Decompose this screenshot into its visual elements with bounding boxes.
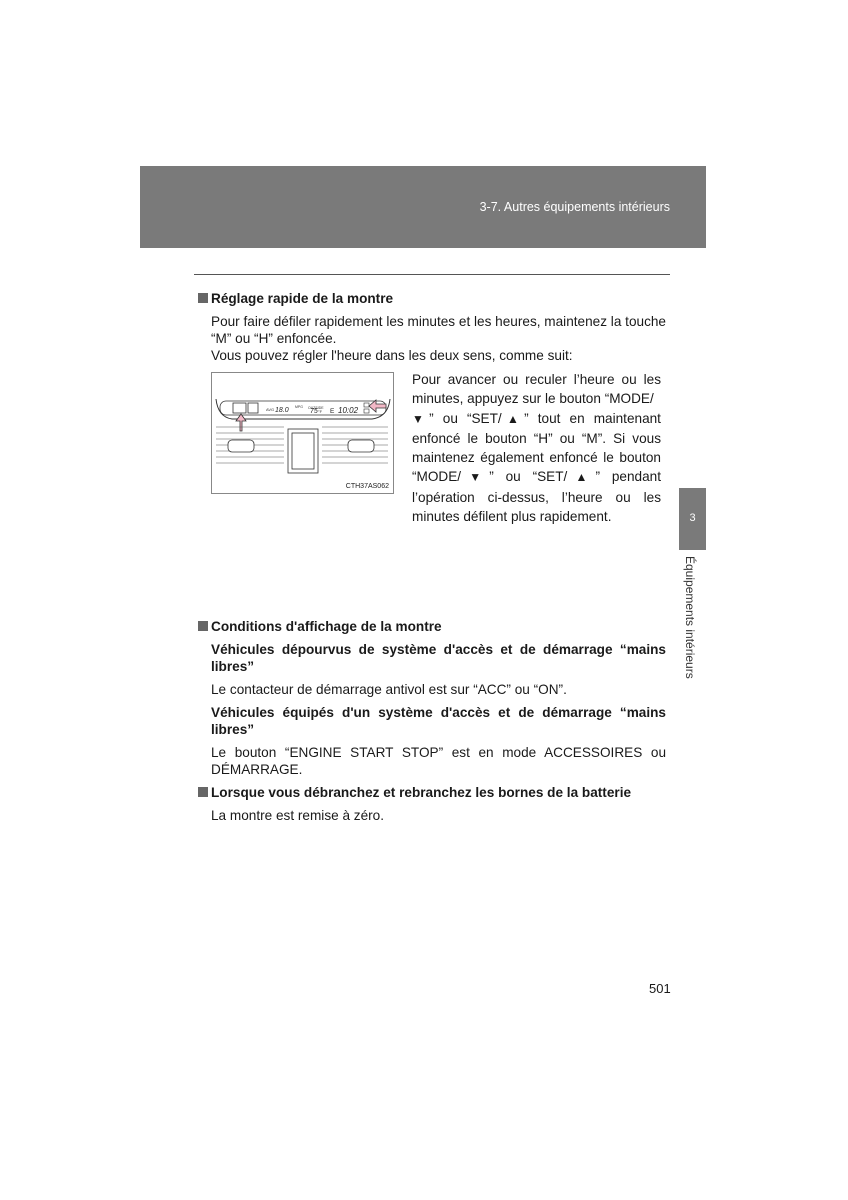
- paragraph: Le bouton “ENGINE START STOP” est en mode ACCESSOIRES ou DÉMARRAGE.: [211, 745, 666, 777]
- up-arrow-icon: [236, 414, 246, 431]
- dashboard-illustration: [212, 373, 393, 493]
- subheading: Véhicules équipés d'un système d'accès et de démarrage “mains libres”: [211, 705, 666, 737]
- display-time: 10:02: [338, 406, 359, 415]
- square-bullet-icon: [198, 621, 208, 631]
- clock-figure: [211, 372, 394, 494]
- header-band: [140, 166, 706, 248]
- heading-display-conditions: Conditions d'affichage de la montre: [198, 618, 666, 635]
- figure-caption: CTH37AS062: [345, 483, 389, 490]
- down-triangle-icon: ▼: [412, 411, 430, 426]
- paragraph: Le contacteur de démarrage antivol est sur “ACC” ou “ON”.: [211, 682, 567, 697]
- paragraph: Pour faire défiler rapidement les minutes et les heures, maintenez la touche “M” ou “H” enfoncée.: [211, 314, 666, 346]
- chapter-tab: [679, 488, 706, 550]
- svg-text:MPG: MPG: [295, 405, 303, 409]
- paragraph: Vous pouvez régler l'heure dans les deux sens, comme suit:: [211, 348, 573, 363]
- square-bullet-icon: [198, 293, 208, 303]
- svg-text:AVG: AVG: [266, 407, 275, 412]
- subheading: Véhicules dépourvus de système d'accès et de démarrage “mains libres”: [211, 642, 666, 674]
- set-button-icon: [248, 403, 258, 413]
- heading-battery: Lorsque vous débranchez et rebranchez les bornes de la batterie: [198, 784, 666, 801]
- section-title: 3-7. Autres équipements intérieurs: [479, 200, 670, 214]
- heading-quick-set: Réglage rapide de la montre: [198, 290, 666, 307]
- display-temp: 75: [310, 408, 318, 415]
- up-triangle-icon: ▲: [501, 411, 525, 426]
- paragraph: La montre est remise à zéro.: [211, 808, 385, 823]
- figure-row: [198, 370, 666, 533]
- page-number: 501: [649, 981, 671, 996]
- figure-text: Pour avancer ou reculer l’heure ou les minutes, appuyez sur le bouton “MODE/ ▼” ou “SET/▲” tout en maintenant enfoncé le bouton “H” ou “M”. Si vous maintenez également enfoncé le bouton “MODE/▼” ou “SET/▲” pendant l’opération ci-dessus, l’heure ou les minutes défilent plus rapidement.: [412, 372, 661, 525]
- mode-button-icon: [233, 403, 246, 413]
- up-triangle-icon: ▲: [567, 470, 596, 485]
- display-mpg: 18.0: [275, 407, 289, 414]
- display-letter: E: [330, 408, 335, 415]
- page-content: [198, 290, 666, 824]
- divider: [194, 274, 670, 275]
- chapter-label: Équipements intérieurs: [683, 556, 697, 679]
- h-button-icon: [364, 403, 369, 407]
- svg-text:°F: °F: [318, 409, 323, 414]
- down-triangle-icon: ▼: [461, 470, 490, 485]
- svg-text:OUTSIDE: OUTSIDE: [308, 406, 324, 410]
- m-button-icon: [364, 409, 369, 413]
- chapter-number: 3: [689, 512, 696, 524]
- square-bullet-icon: [198, 787, 208, 797]
